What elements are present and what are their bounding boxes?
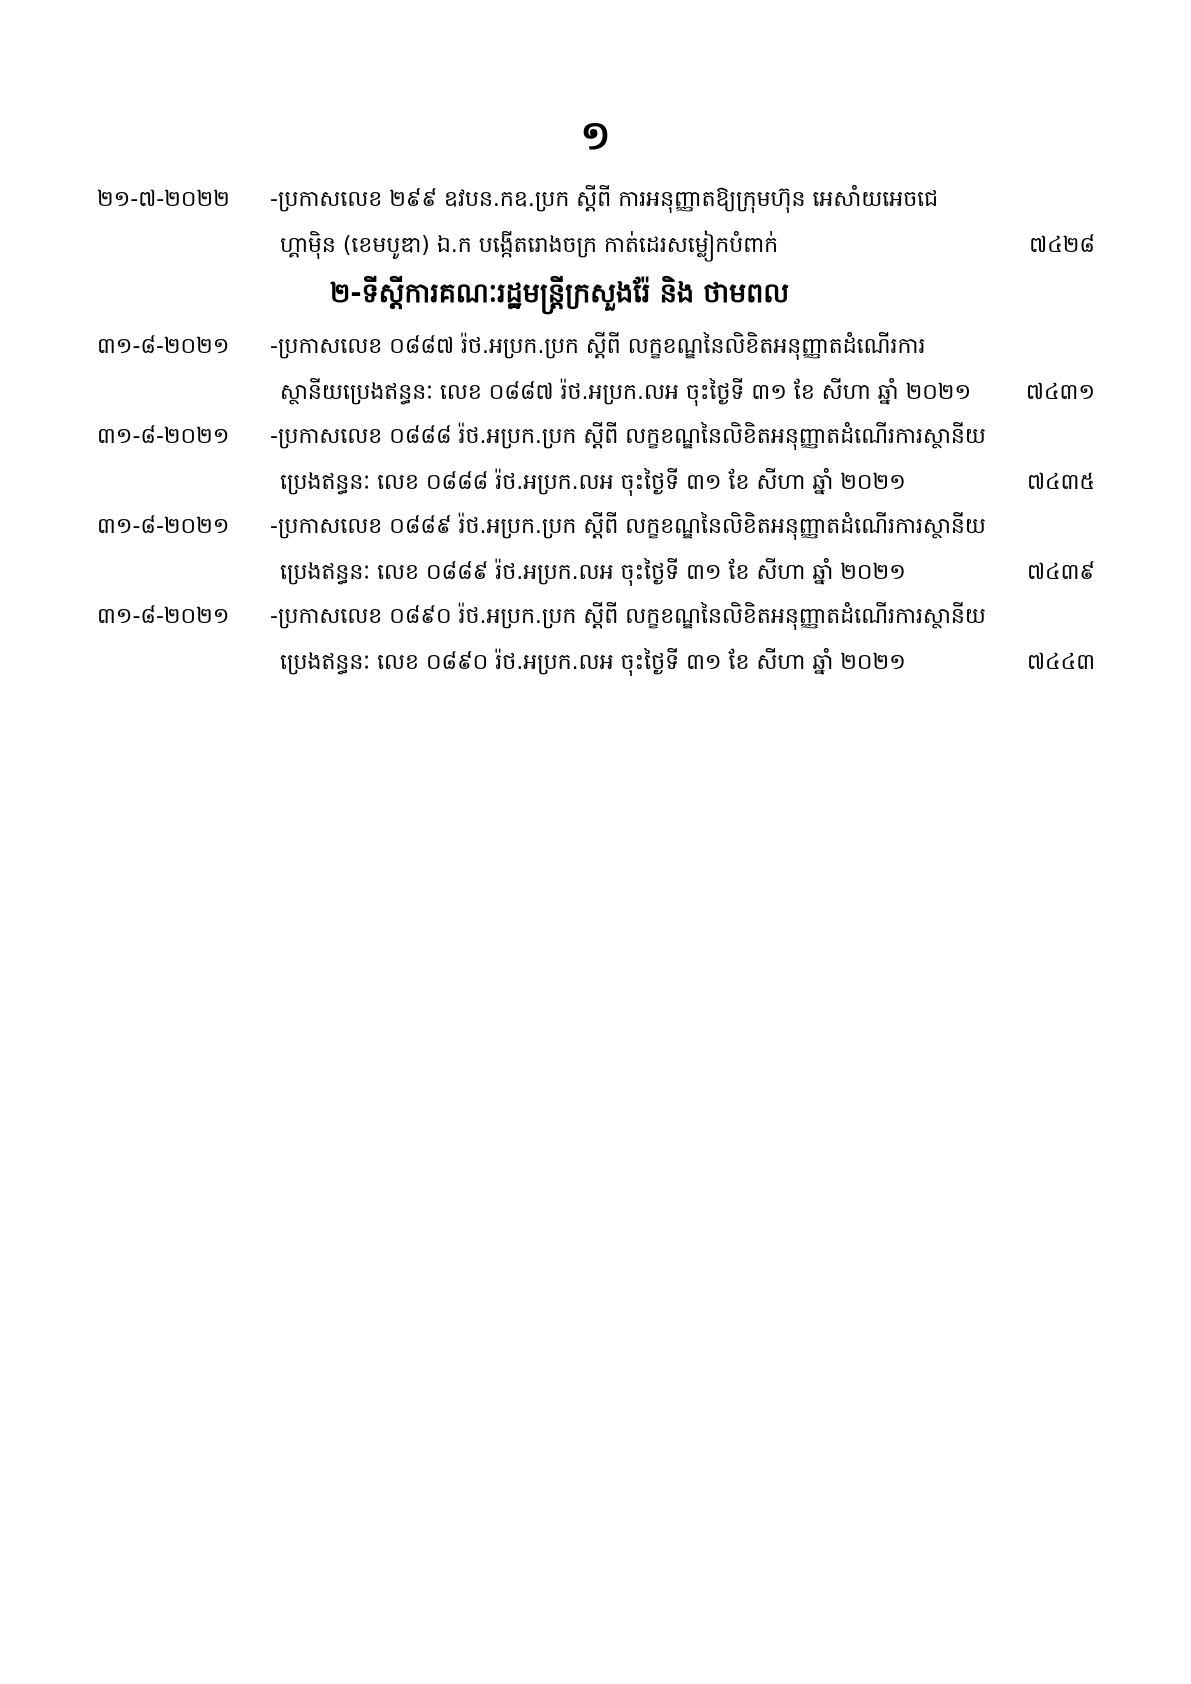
entry-title-line-1: -ប្រកាសលេខ ០៨៨៧ រ៉ថ.អប្រក.ប្រក ស្តីពី លក្ខខណ្ឌនៃលិខិតអនុញ្ញាតដំណើរការ	[270, 334, 926, 359]
entry-title-line-1: -ប្រកាសលេខ ០៨៨៨ រ៉ថ.អប្រក.ប្រក ស្តីពី លក្ខខណ្ឌនៃលិខិតអនុញ្ញាតដំណើរការស្ថានីយ	[270, 424, 986, 449]
entry-page-number: ៧៤៣១	[1025, 380, 1095, 405]
entry-title-line-1: -ប្រកាសលេខ ០៨៩០ រ៉ថ.អប្រក.ប្រក ស្តីពី លក្ខខណ្ឌនៃលិខិតអនុញ្ញាតដំណើរការស្ថានីយ	[270, 604, 986, 629]
list-item	[0, 325, 1191, 415]
entry-title-line-1: -ប្រកាសលេខ ០៨៨៩ រ៉ថ.អប្រក.ប្រក ស្តីពី លក្ខខណ្ឌនៃលិខិតអនុញ្ញាតដំណើរការស្ថានីយ	[270, 514, 986, 539]
entry-page-number: ៧៤៣៩	[1027, 560, 1095, 585]
entry-page-number: ៧៤៣៥	[1027, 470, 1095, 495]
section-heading: ២-ទីស្តីការគណៈរដ្ឋមន្ត្រីក្រសួងរ៉ែ និង ថាមពល	[330, 278, 790, 309]
entry-date: ២១-៧-២០២២	[97, 187, 230, 212]
entry-date: ៣១-៨-២០២១	[97, 424, 230, 449]
page-number: ១	[580, 113, 611, 159]
list-item	[0, 505, 1191, 595]
entry-title-line-2: ស្ថានីយប្រេងឥន្ធនៈ លេខ ០៨៨៧ រ៉ថ.អប្រក.លអ ចុះថ្ងៃទី ៣១ ខែ សីហា ឆ្នាំ ២០២១	[280, 380, 972, 405]
entry-date: ៣១-៨-២០២១	[97, 334, 230, 359]
entry-title-line-2: ហ្គាម៉ិន (ខេមបូឌា) ឯ.ក បង្កើតរោងចក្រ កាត់ដេរសម្លៀកបំពាក់	[280, 233, 779, 258]
entry-title-line-2: ប្រេងឥន្ធនៈ លេខ ០៨៩០ រ៉ថ.អប្រក.លអ ចុះថ្ងៃទី ៣១ ខែ សីហា ឆ្នាំ ២០២១	[280, 650, 906, 675]
list-item	[0, 595, 1191, 685]
entry-title-line-1: -ប្រកាសលេខ ២៩៩ ឧវបន.កឧ.ប្រក ស្តីពី ការអនុញ្ញាតឱ្យក្រុមហ៊ុន អេសាំយអេចជេ	[270, 187, 939, 212]
entry-title-line-2: ប្រេងឥន្ធនៈ លេខ ០៨៨៨ រ៉ថ.អប្រក.លអ ចុះថ្ងៃទី ៣១ ខែ សីហា ឆ្នាំ ២០២១	[280, 470, 906, 495]
list-item	[0, 415, 1191, 505]
entry-page-number: ៧៤២៨	[1029, 233, 1095, 258]
entry-title-line-2: ប្រេងឥន្ធនៈ លេខ ០៨៨៩ រ៉ថ.អប្រក.លអ ចុះថ្ងៃទី ៣១ ខែ សីហា ឆ្នាំ ២០២១	[280, 560, 906, 585]
list-item	[0, 178, 1191, 268]
entry-date: ៣១-៨-២០២១	[97, 604, 230, 629]
entry-page-number: ៧៤៤៣	[1027, 650, 1095, 675]
entry-date: ៣១-៨-២០២១	[97, 514, 230, 539]
